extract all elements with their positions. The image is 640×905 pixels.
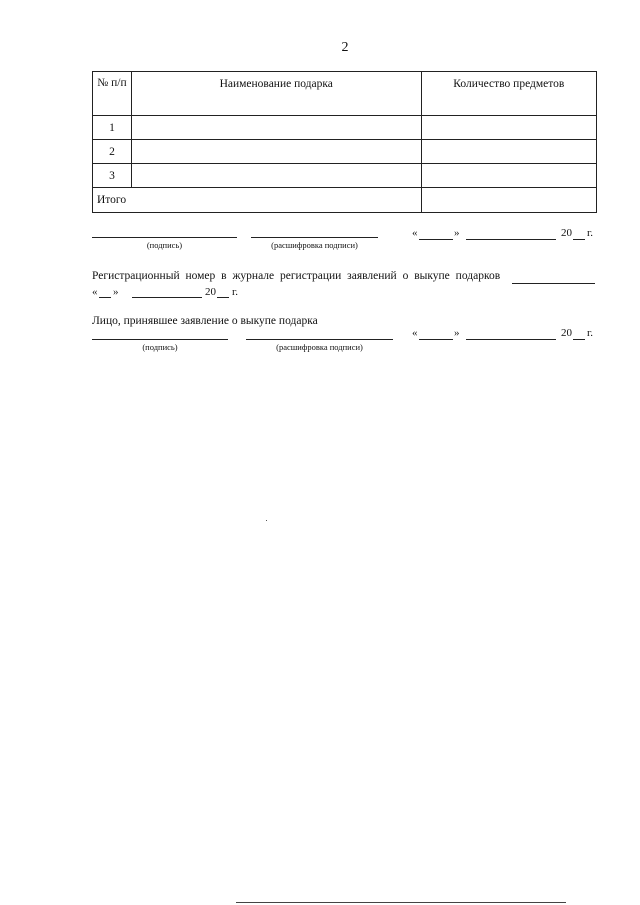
date-month-line[interactable] bbox=[466, 239, 556, 240]
registration-date-close-quote: » bbox=[113, 286, 119, 298]
date-year-prefix: 20 bbox=[561, 227, 572, 239]
signature-decoding-caption: (расшифровка подписи) bbox=[271, 240, 358, 250]
signature-caption: (подпись) bbox=[146, 240, 183, 250]
header-gift-name: Наименование подарка bbox=[131, 72, 421, 116]
acceptor-decoding-caption: (расшифровка подписи) bbox=[276, 342, 363, 352]
acceptor-signature-caption: (подпись) bbox=[142, 342, 178, 352]
date-close-quote: » bbox=[454, 227, 460, 239]
registration-year-line[interactable] bbox=[217, 297, 229, 298]
total-label: Итого bbox=[93, 188, 422, 213]
acceptor-day-line[interactable] bbox=[419, 339, 453, 340]
page-number: 2 bbox=[341, 40, 349, 55]
acceptor-month-line[interactable] bbox=[466, 339, 556, 340]
table-header-row bbox=[93, 72, 597, 116]
scan-speck bbox=[266, 520, 267, 521]
row-gift-name-cell[interactable] bbox=[131, 164, 421, 188]
row-number: 1 bbox=[93, 116, 132, 140]
signature-decoding-line[interactable] bbox=[251, 237, 378, 238]
registration-label: Регистрационный номер в журнале регистрации заявлений о выкупе подарков bbox=[92, 270, 501, 282]
date-day-line[interactable] bbox=[419, 239, 453, 240]
registration-year-suffix: г. bbox=[232, 286, 239, 298]
header-number: № п/п bbox=[93, 72, 132, 116]
acceptor-year-line[interactable] bbox=[573, 339, 585, 340]
acceptor-signature-line[interactable] bbox=[92, 339, 228, 340]
row-number: 2 bbox=[93, 140, 132, 164]
registration-month-line[interactable] bbox=[132, 297, 202, 298]
acceptor-year-prefix: 20 bbox=[561, 327, 572, 339]
acceptor-decoding-line[interactable] bbox=[246, 339, 393, 340]
acceptor-year-suffix: г. bbox=[587, 327, 594, 339]
acceptor-date-open-quote: « bbox=[412, 327, 418, 339]
row-quantity-cell[interactable] bbox=[421, 164, 596, 188]
row-gift-name-cell[interactable] bbox=[131, 140, 421, 164]
registration-year-prefix: 20 bbox=[205, 286, 216, 298]
total-quantity-cell[interactable] bbox=[421, 188, 596, 213]
row-number: 3 bbox=[93, 164, 132, 188]
row-gift-name-cell[interactable] bbox=[131, 116, 421, 140]
table-row bbox=[93, 140, 597, 164]
scan-edge-line bbox=[236, 902, 566, 903]
gifts-table bbox=[92, 71, 597, 213]
table-row bbox=[93, 116, 597, 140]
signature-line[interactable] bbox=[92, 237, 237, 238]
header-quantity: Количество предметов bbox=[421, 72, 596, 116]
row-quantity-cell[interactable] bbox=[421, 140, 596, 164]
date-year-suffix: г. bbox=[587, 227, 594, 239]
acceptor-label: Лицо, принявшее заявление о выкупе подарка bbox=[92, 315, 318, 327]
date-open-quote: « bbox=[412, 227, 418, 239]
total-row bbox=[93, 188, 597, 213]
registration-date-open-quote: « bbox=[92, 286, 98, 298]
registration-number-line[interactable] bbox=[512, 283, 595, 284]
date-year-line[interactable] bbox=[573, 239, 585, 240]
row-quantity-cell[interactable] bbox=[421, 116, 596, 140]
acceptor-date-close-quote: » bbox=[454, 327, 460, 339]
registration-day-line[interactable] bbox=[99, 297, 111, 298]
table-row bbox=[93, 164, 597, 188]
